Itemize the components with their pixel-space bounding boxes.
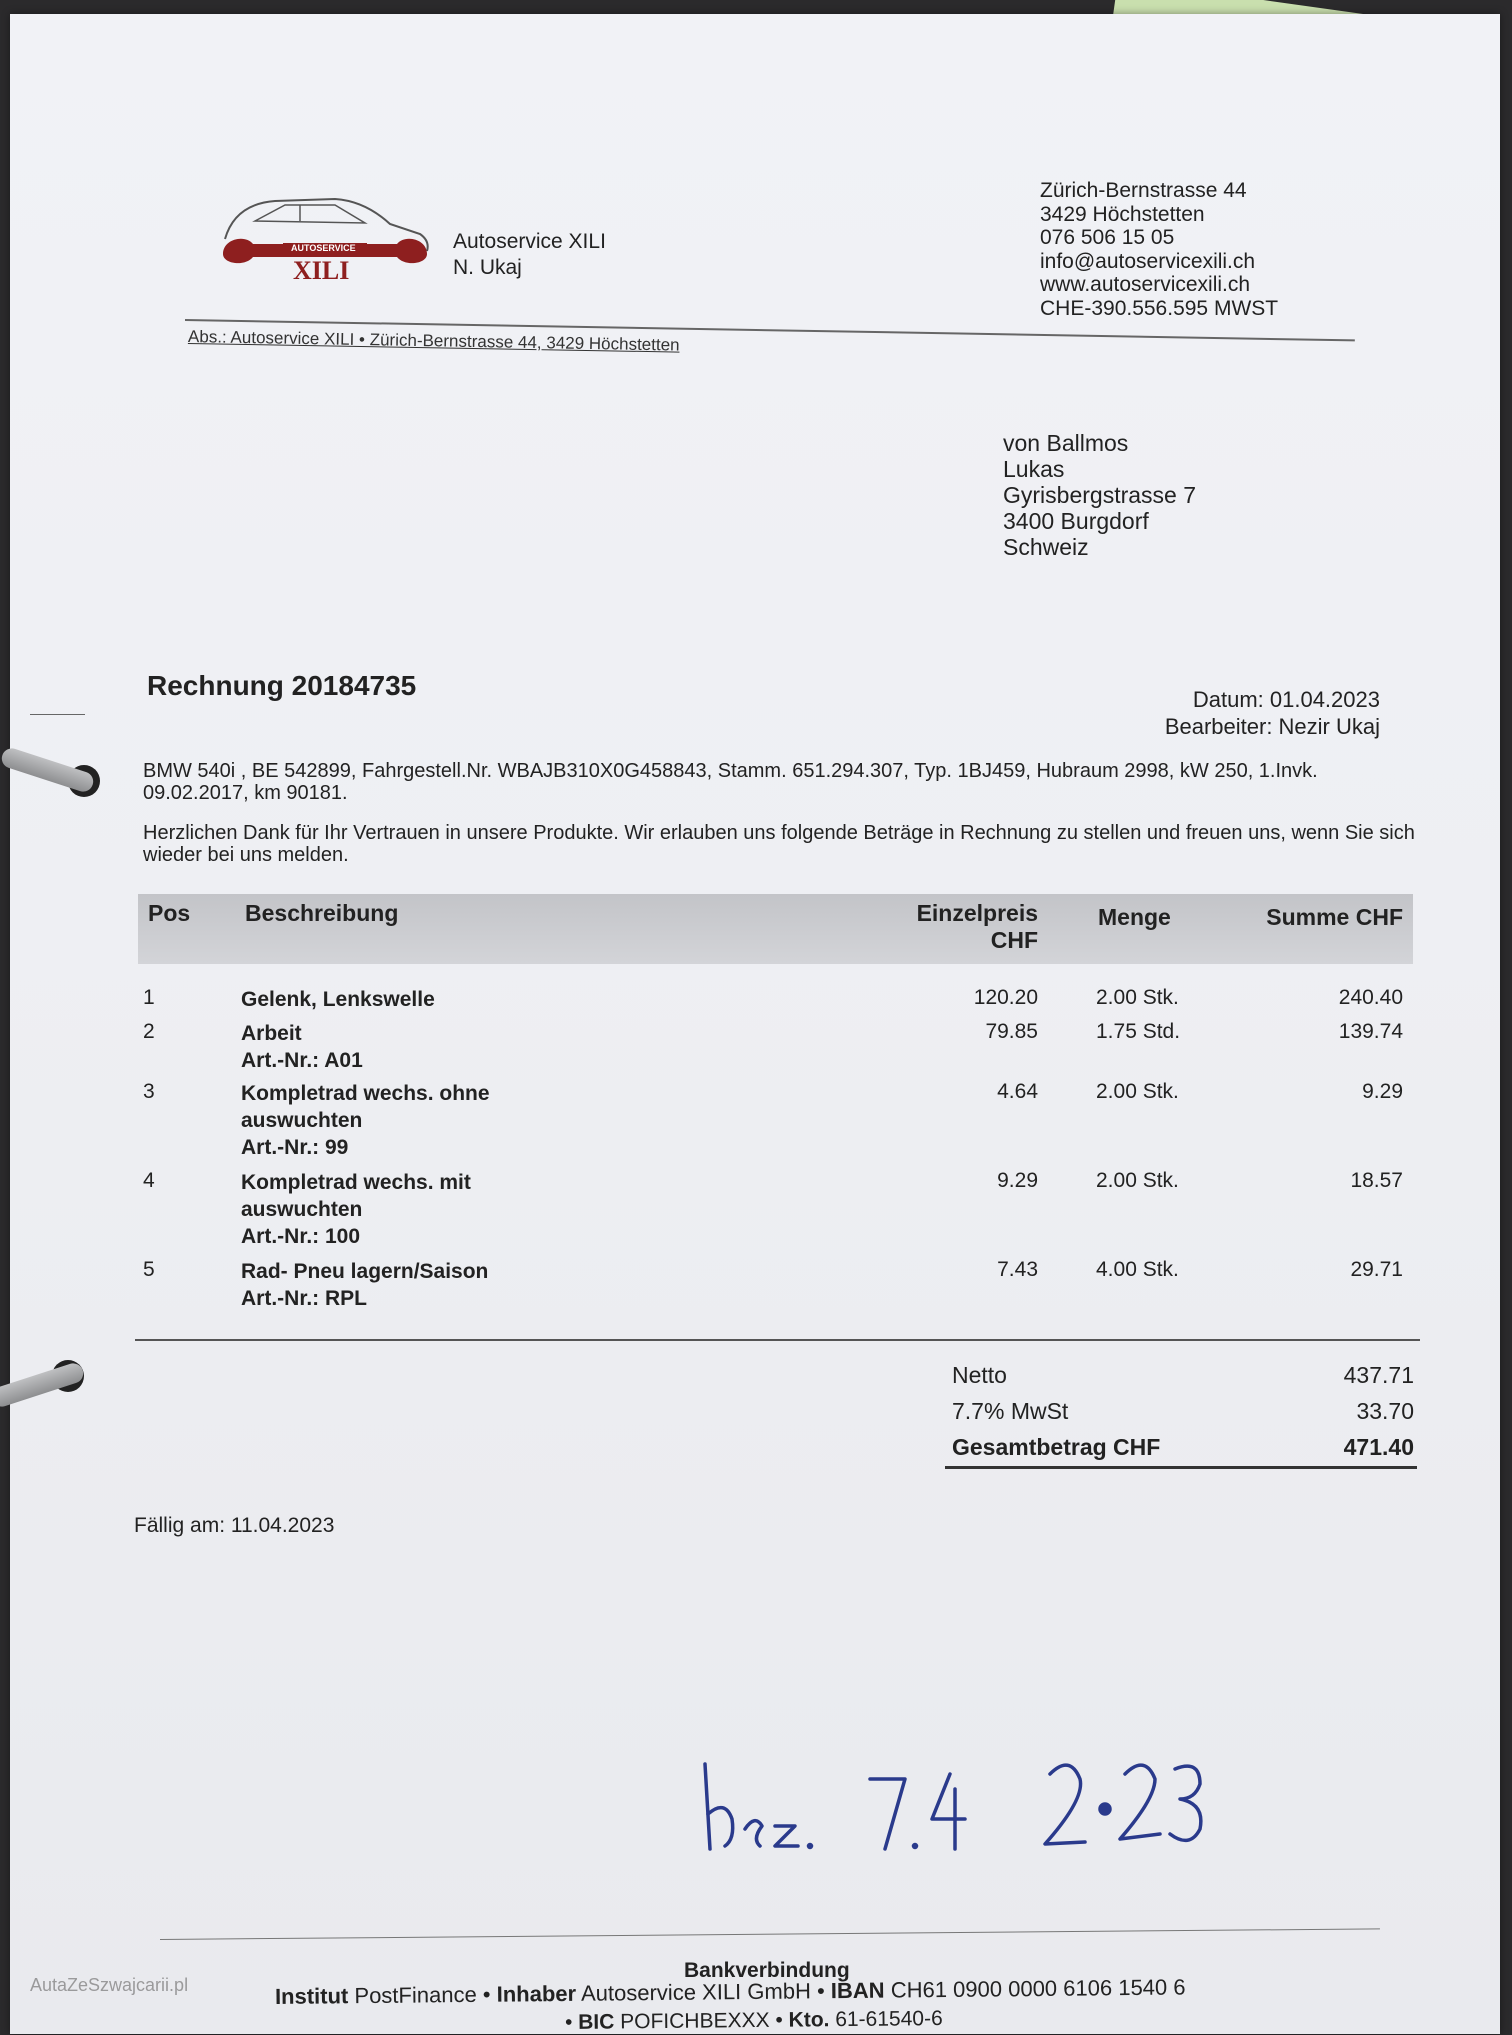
fold-mark	[30, 714, 85, 715]
row-quantity: 2.00 Stk.	[1096, 1080, 1179, 1103]
vat-label: 7.7% MwSt	[952, 1398, 1069, 1424]
row-desc-line: auswuchten	[241, 1198, 363, 1221]
row-pos: 4	[143, 1169, 155, 1192]
vehicle-details: BMW 540i , BE 542899, Fahrgestell.Nr. WBAJB310X0G458843, Stamm. 651.294.307, Typ. 1BJ459, Hubraum 2998, kW 250, 1.Invk. 09.02.2017, km 90181.	[143, 760, 1318, 804]
row-description	[241, 1080, 490, 1161]
row-desc-line: Arbeit	[241, 1022, 302, 1045]
row-pos: 2	[143, 1020, 155, 1043]
watermark: AutaZeSzwajcarii.pl	[30, 1975, 189, 1995]
row-quantity: 2.00 Stk.	[1096, 986, 1179, 1009]
bank-kto-label: Kto.	[788, 2008, 830, 2032]
bank-bic-value: POFICHBEXXX	[620, 2008, 770, 2034]
row-desc-line: Rad- Pneu lagern/Saison	[241, 1260, 489, 1283]
col-unit-price	[917, 900, 1038, 954]
company-logo	[215, 179, 435, 299]
company-street: Zürich-Bernstrasse 44	[1040, 179, 1247, 202]
logo-text: XILI	[293, 256, 350, 285]
footer-divider	[160, 1928, 1380, 1940]
row-unit-price: 120.20	[973, 986, 1038, 1009]
row-quantity: 2.00 Stk.	[1096, 1169, 1179, 1192]
company-contact	[1040, 179, 1278, 320]
logo-subtext: AUTOSERVICE	[291, 243, 356, 253]
row-sum: 29.71	[1350, 1258, 1403, 1281]
bank-kto-value: 61-61540-6	[835, 2007, 943, 2032]
row-desc-line: Kompletrad wechs. ohne	[241, 1082, 490, 1105]
invoice-title: Rechnung 20184735	[147, 670, 417, 701]
due-date: Fällig am: 11.04.2023	[134, 1514, 335, 1537]
company-website: www.autoservicexili.ch	[1040, 273, 1251, 296]
netto-value: 437.71	[1343, 1362, 1414, 1388]
row-description	[241, 1169, 471, 1250]
handwritten-note-drawing	[700, 1734, 1220, 1864]
col-pos: Pos	[148, 900, 191, 926]
row-description	[241, 986, 435, 1013]
company-name: Autoservice XILI	[453, 230, 606, 253]
bank-institut-value: PostFinance	[354, 1981, 477, 2009]
row-sum: 240.40	[1338, 986, 1403, 1009]
col-sum: Summe CHF	[1266, 904, 1403, 930]
invoice-clerk: Bearbeiter: Nezir Ukaj	[1164, 714, 1380, 739]
totals-netto	[952, 1362, 1414, 1390]
row-unit-price: 7.43	[997, 1258, 1038, 1281]
row-pos: 3	[143, 1080, 155, 1103]
col-unit-price-line1: Einzelpreis	[916, 900, 1038, 926]
row-description	[241, 1020, 363, 1074]
col-description: Beschreibung	[245, 900, 399, 926]
row-sum: 18.57	[1350, 1169, 1403, 1192]
row-quantity: 4.00 Stk.	[1096, 1258, 1179, 1281]
vat-value: 33.70	[1356, 1398, 1414, 1424]
row-desc-line: Gelenk, Lenkswelle	[241, 988, 435, 1011]
totals-vat	[952, 1398, 1414, 1426]
table-header	[138, 894, 1413, 964]
recipient-country: Schweiz	[1003, 534, 1089, 560]
total-label: Gesamtbetrag CHF	[952, 1434, 1161, 1460]
row-unit-price: 79.85	[985, 1020, 1038, 1043]
company-phone: 076 506 15 05	[1040, 226, 1175, 249]
row-pos: 5	[143, 1258, 155, 1281]
recipient-address	[1003, 430, 1196, 560]
recipient-firstname: Lukas	[1003, 456, 1065, 482]
bank-iban-label: IBAN	[830, 1977, 885, 2004]
company-name-block	[453, 229, 606, 281]
sender-line: Abs.: Autoservice XILI • Zürich-Bernstrasse 44, 3429 Höchstetten	[187, 327, 680, 355]
row-sum: 139.74	[1338, 1020, 1403, 1043]
bank-iban-value: CH61 0900 0000 6106 1540 6	[890, 1974, 1186, 2003]
bank-institut-label: Institut	[274, 1983, 349, 2009]
company-owner: N. Ukaj	[453, 256, 522, 279]
bank-details-2: • BIC POFICHBEXXX • Kto. 61-61540-6	[564, 2007, 943, 2034]
row-desc-line: Art.-Nr.: A01	[241, 1049, 363, 1072]
row-desc-line: Art.-Nr.: RPL	[241, 1287, 367, 1310]
total-value: 471.40	[1343, 1434, 1414, 1460]
row-desc-line: Kompletrad wechs. mit	[241, 1171, 471, 1194]
row-unit-price: 4.64	[997, 1080, 1038, 1103]
netto-label: Netto	[952, 1362, 1007, 1388]
bank-title: Bankverbindung	[684, 1959, 850, 1982]
row-pos: 1	[143, 986, 155, 1009]
company-vat: CHE-390.556.595 MWST	[1040, 296, 1279, 320]
col-unit-price-line2: CHF	[990, 927, 1038, 953]
invoice-date: Datum: 01.04.2023	[1192, 687, 1380, 712]
row-desc-line: auswuchten	[241, 1109, 363, 1132]
bank-inhaber-value: Autoservice XILI GmbH	[580, 1978, 812, 2006]
row-desc-line: Art.-Nr.: 100	[241, 1225, 361, 1248]
thanks-text: Herzlichen Dank für Ihr Vertrauen in unsere Produkte. Wir erlauben uns folgende Beträge in Rechnung zu stellen und freuen uns, wenn Sie sich wieder bei uns melden.	[143, 822, 1415, 866]
company-email: info@autoservicexili.ch	[1040, 249, 1256, 273]
row-desc-line: Art.-Nr.: 99	[241, 1136, 349, 1159]
row-sum: 9.29	[1362, 1080, 1403, 1103]
invoice-meta	[1165, 686, 1380, 740]
handwritten-note	[700, 1734, 1220, 1864]
recipient-lastname: von Ballmos	[1003, 430, 1129, 456]
recipient-city: 3400 Burgdorf	[1003, 508, 1149, 534]
totals-grand	[952, 1434, 1414, 1462]
total-underline	[945, 1466, 1417, 1469]
row-unit-price: 9.29	[997, 1169, 1038, 1192]
row-description	[241, 1258, 488, 1312]
invoice-page	[10, 14, 1500, 2034]
bank-details: Institut PostFinance • Inhaber Autoservice XILI GmbH • IBAN CH61 0900 0000 6106 1540 6	[274, 1974, 1186, 2009]
bank-inhaber-label: Inhaber	[496, 1980, 577, 2007]
bank-bic-label: BIC	[578, 2010, 615, 2034]
col-quantity: Menge	[1098, 904, 1171, 930]
company-city: 3429 Höchstetten	[1040, 202, 1205, 226]
recipient-street: Gyrisbergstrasse 7	[1003, 482, 1197, 508]
row-quantity: 1.75 Std.	[1096, 1020, 1181, 1043]
table-divider	[135, 1339, 1420, 1341]
